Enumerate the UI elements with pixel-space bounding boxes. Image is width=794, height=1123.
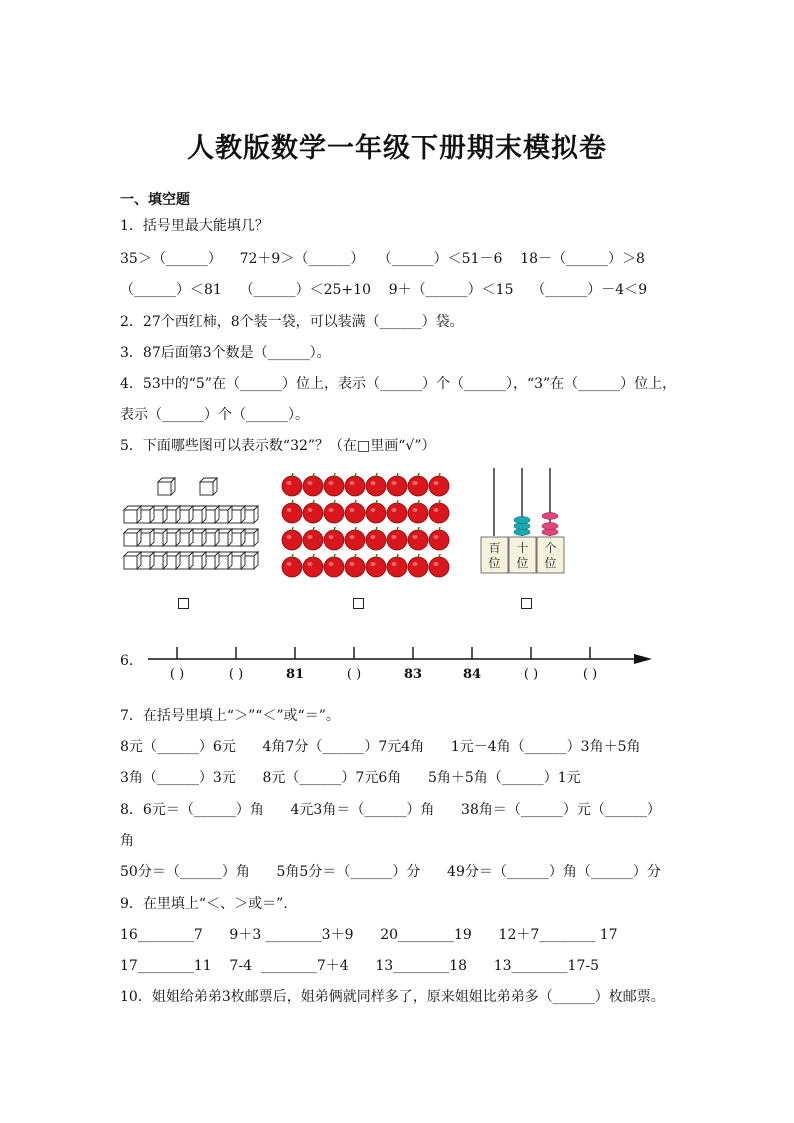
apple-icon: [282, 554, 302, 577]
place-tag-label: 百: [488, 541, 501, 555]
apple-icon: [429, 554, 449, 577]
q7-row1: 8元（______）6元 4角7分（______）7元4角 1元－4角（______）3角＋5角: [120, 739, 641, 755]
q9-row1: 16________7 9＋3 ________3＋9 20________19 12＋7________ 17: [120, 927, 618, 943]
apple-icon: [366, 527, 386, 550]
tick-label: ( ): [523, 667, 539, 682]
tick-label: ( ): [582, 667, 598, 682]
apple-icon: [324, 554, 344, 577]
apple-icon: [366, 554, 386, 577]
apple-icon: [408, 554, 428, 577]
apple-icon: [366, 473, 386, 496]
q4-line2: 表示（______）个（______）。: [120, 407, 309, 423]
q3-text: 3．87后面第3个数是（______）。: [120, 345, 331, 361]
apple-icon: [345, 500, 365, 523]
bead-ones: [542, 513, 558, 520]
tick-label: ( ): [346, 667, 362, 682]
tick-label: 83: [403, 667, 423, 682]
cube-blocks: [124, 478, 258, 569]
number-line-labels: [170, 667, 597, 682]
q9-row2: 17________11 7-4 ________7＋4 13________18 13________17-5: [120, 958, 599, 974]
apple-icon: [324, 527, 344, 550]
apple-icon: [387, 473, 407, 496]
place-tag: [481, 537, 508, 573]
apple-icon: [303, 527, 323, 550]
q8-line1: 8．6元＝（______）角 4元3角＝（______）角 38角＝（______）元（______）: [120, 802, 661, 818]
q10-text: 10．姐姐给弟弟3枚邮票后，姐弟俩就同样多了，原来姐姐比弟弟多（______）枚邮票。: [120, 989, 665, 1005]
apple-icon: [324, 500, 344, 523]
bead-tens: [514, 517, 530, 524]
abacus-place-tags: [481, 537, 564, 573]
checkbox-apples[interactable]: [353, 598, 364, 609]
apple-icon: [303, 473, 323, 496]
apple-icon: [429, 527, 449, 550]
apple-icon: [387, 554, 407, 577]
place-tag-label: 十: [516, 541, 529, 555]
q1-row2: （______）＜81 （______）＜25+10 9＋（______）＜15 （______）－4＜9: [120, 282, 648, 298]
unit-cube: [200, 478, 217, 495]
q6-label: 6．: [120, 653, 143, 669]
tick-label: ( ): [228, 667, 244, 682]
apple-icon: [429, 500, 449, 523]
apple-icon: [408, 527, 428, 550]
q5-stem: 5．下面哪些图可以表示数“32”？（在□里画“√”）: [120, 438, 436, 454]
place-tag-label: 个: [544, 541, 557, 555]
q8-line2: 角: [120, 833, 134, 849]
apple-icon: [282, 527, 302, 550]
tick-label: ( ): [169, 667, 185, 682]
page-title: 人教版数学一年级下册期末模拟卷: [187, 133, 607, 164]
rod-cube: [124, 552, 141, 569]
q4-line1: 4．53中的“5”在（______）位上，表示（______）个（______），“3”在（______）位上，: [120, 376, 677, 392]
apple-icon: [303, 500, 323, 523]
tick-label: 84: [462, 667, 482, 682]
tick-label: 81: [285, 667, 305, 682]
apple-icon: [345, 554, 365, 577]
apple-icon: [282, 500, 302, 523]
cubes-figure: [120, 470, 260, 580]
apple-icon: [366, 500, 386, 523]
abacus-beads: [514, 513, 558, 536]
apple-icon: [345, 473, 365, 496]
place-tag-label: 位: [544, 556, 557, 570]
q7-stem: 7．在括号里填上“＞”“＜”或“＝”。: [120, 708, 340, 724]
apple-icon: [345, 527, 365, 550]
apple-grid: [282, 473, 449, 577]
apple-icon: [408, 473, 428, 496]
place-tag: [509, 537, 536, 573]
place-tag-label: 位: [488, 556, 501, 570]
checkbox-abacus[interactable]: [521, 598, 532, 609]
number-line: [140, 640, 660, 690]
arrow-head-icon: [634, 654, 652, 664]
place-tag-label: 位: [516, 556, 529, 570]
section-heading-fill-blanks: 一、填空题: [120, 192, 190, 208]
apple-icon: [408, 500, 428, 523]
bead-ones: [542, 523, 558, 530]
q1-row1: 35＞（______） 72＋9＞（______） （______）＜51－6 18－（______）＞8: [120, 251, 645, 267]
q9-stem: 9．在里填上“＜、＞或＝”.: [120, 896, 288, 912]
rod-cube: [124, 506, 141, 523]
apple-icon: [387, 527, 407, 550]
apple-icon: [387, 500, 407, 523]
apple-icon: [282, 473, 302, 496]
apple-icon: [429, 473, 449, 496]
q1-stem: 1．括号里最大能填几？: [120, 218, 269, 234]
apple-icon: [324, 473, 344, 496]
unit-cube: [158, 478, 175, 495]
apples-figure: [280, 472, 452, 580]
rod-cube: [124, 529, 141, 546]
checkbox-cubes[interactable]: [178, 598, 189, 609]
abacus-figure: [476, 464, 568, 578]
q7-row2: 3角（______）3元 8元（______）7元6角 5角＋5角（______）1元: [120, 770, 581, 786]
place-tag: [537, 537, 564, 573]
q2-text: 2．27个西红柿，8个装一袋，可以装满（______）袋。: [120, 314, 464, 330]
number-line-ticks: [177, 647, 590, 659]
apple-icon: [303, 554, 323, 577]
q8-line3: 50分＝（______）角 5角5分＝（______）分 49分＝（______）角（______）分: [120, 864, 661, 880]
